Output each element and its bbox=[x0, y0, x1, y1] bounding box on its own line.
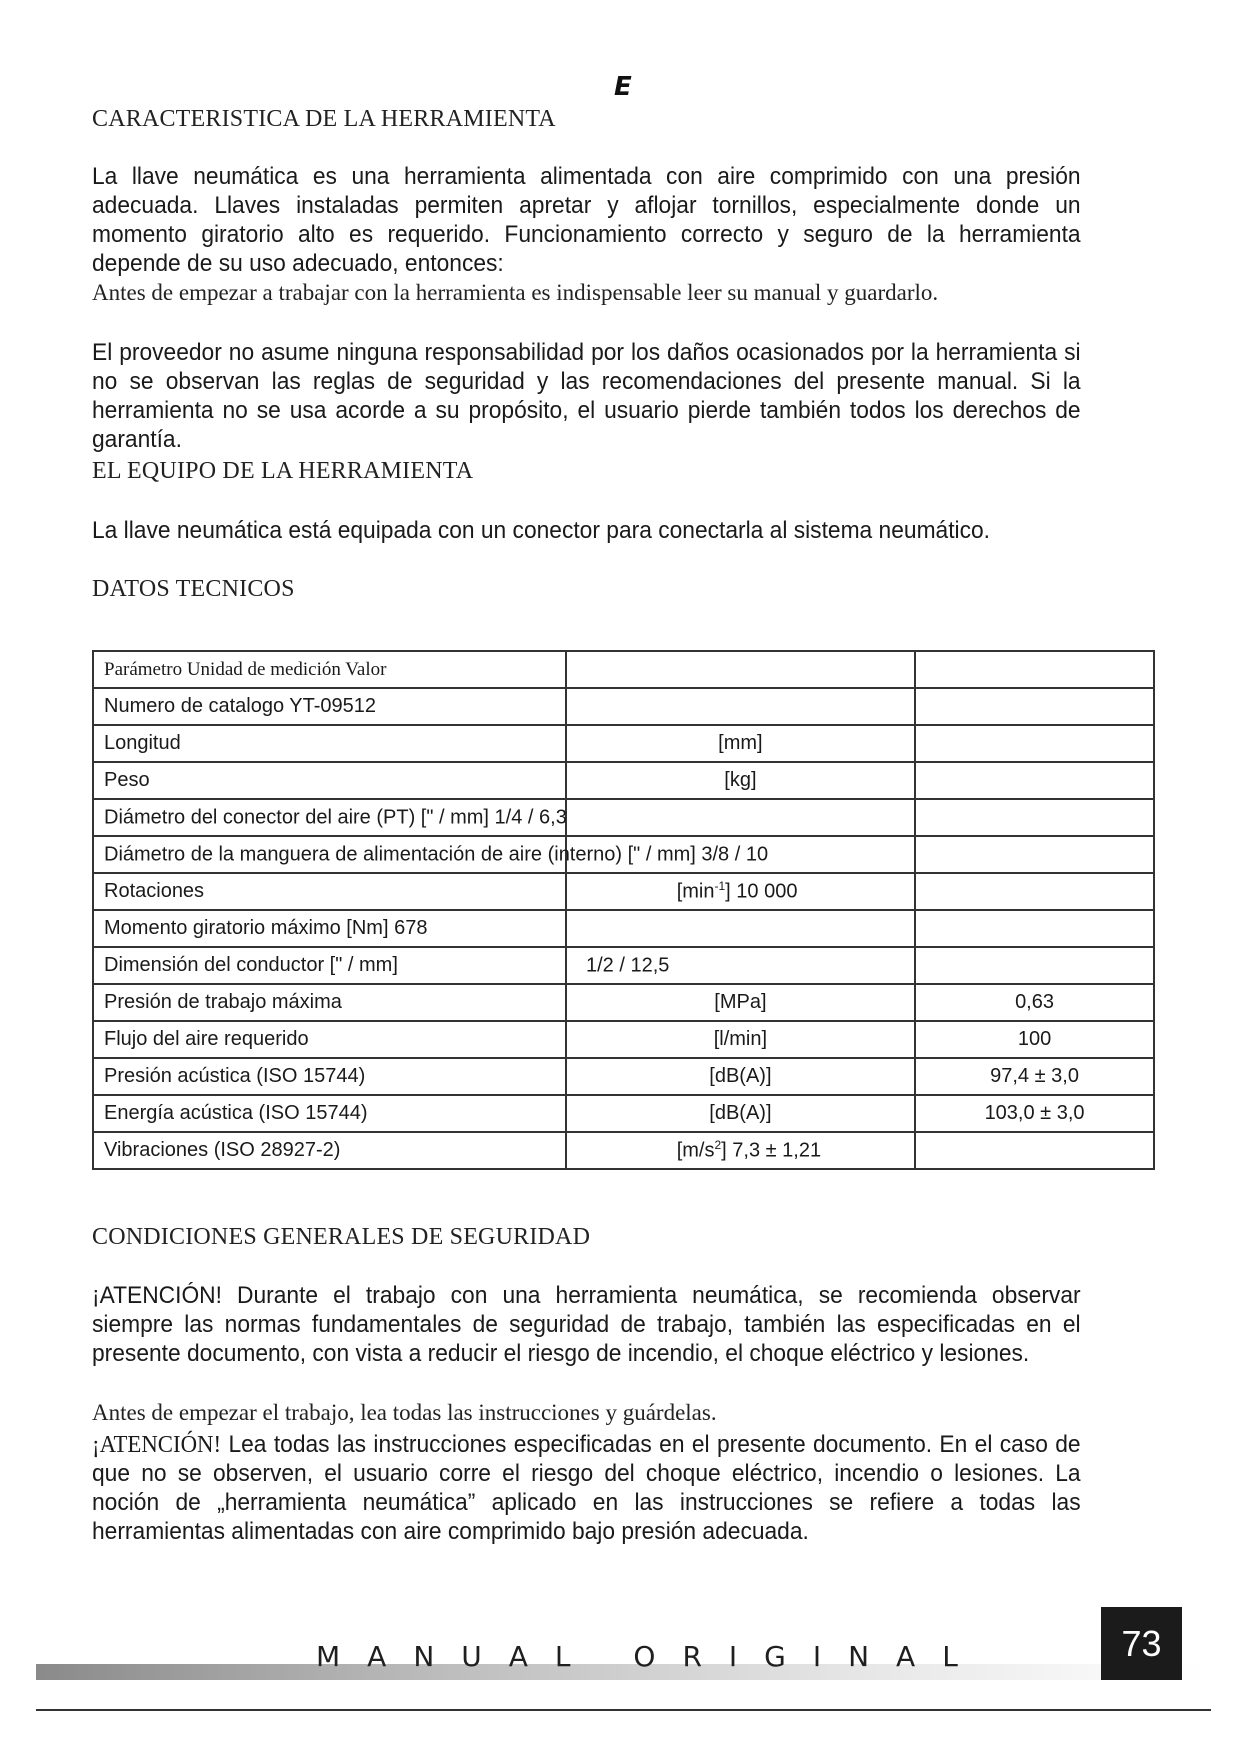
table-row bbox=[93, 947, 1154, 984]
param-cell: Diámetro de la manguera de alimentación de aire (interno) [" / mm] 3/8 / 10 bbox=[104, 843, 769, 865]
unit-cell: [kg] bbox=[566, 762, 915, 799]
table-row bbox=[93, 1058, 1154, 1095]
value-cell bbox=[915, 799, 1154, 836]
bottom-rule bbox=[36, 1709, 1211, 1711]
param-cell: Presión acústica (ISO 15744) bbox=[93, 1058, 566, 1095]
table-row bbox=[93, 762, 1154, 799]
value-cell bbox=[915, 725, 1154, 762]
table-row bbox=[93, 799, 1154, 836]
page-number: 73 bbox=[1101, 1607, 1182, 1680]
table-row bbox=[93, 1132, 1154, 1169]
value-cell: 100 bbox=[915, 1021, 1154, 1058]
technical-data-table bbox=[92, 650, 1155, 1170]
table-row bbox=[93, 873, 1154, 910]
attention-label: ¡ATENCIÓN! bbox=[92, 1431, 222, 1458]
unit-cell: $[\min^{-1}]$ 10 000 bbox=[566, 873, 915, 910]
footer-manual-original: MANUAL ORIGINAL bbox=[316, 1640, 985, 1673]
unit-cell: 1/2 / 12,5 bbox=[586, 954, 670, 976]
param-cell: Momento giratorio máximo [Nm] 678 bbox=[93, 910, 566, 947]
value-cell bbox=[915, 910, 1154, 947]
unit-cell: [dB(A)] bbox=[566, 1095, 915, 1132]
param-cell: Peso bbox=[93, 762, 566, 799]
warning-text: Lea todas las instrucciones especificadas en el presente documento. En el caso de que no se observen, el usuario corre el riesgo del choque eléctrico, incendio o lesiones. La noción de „herramienta neumática” aplicado en las instrucciones se refiere a todas las herramientas alimentadas con aire comprimido bajo presión adecuada. bbox=[92, 1431, 1081, 1545]
section-title-seguridad: CONDICIONES GENERALES DE SEGURIDAD bbox=[92, 1224, 591, 1250]
table-header-row bbox=[93, 651, 1154, 688]
section-title-equipo: EL EQUIPO DE LA HERRAMIENTA bbox=[92, 458, 474, 484]
value-cell bbox=[915, 947, 1154, 984]
table-row bbox=[93, 1021, 1154, 1058]
unit-cell: [MPa] bbox=[566, 984, 915, 1021]
table-row bbox=[93, 1095, 1154, 1132]
unit-cell: $[m/s^2] 7,3 \pm 1,21$ bbox=[566, 1132, 915, 1169]
paragraph-attention-safety: ¡ATENCIÓN! Durante el trabajo con una herramienta neumática, se recomienda observar siempre las normas fundamentales de seguridad de trabajo, también las especificadas en el presente documento, con vista a reducir el riesgo de incendio, el choque eléctrico y lesiones. bbox=[92, 1282, 1081, 1367]
section-title-datos-tecnicos: DATOS TECNICOS bbox=[92, 576, 295, 602]
value-cell bbox=[915, 762, 1154, 799]
table-row bbox=[93, 910, 1154, 947]
paragraph-read-manual: Antes de empezar a trabajar con la herramienta es indispensable leer su manual y guardarlo. bbox=[92, 280, 939, 305]
param-cell: Dimensión del conductor [" / mm] bbox=[104, 954, 398, 976]
unit-cell bbox=[566, 799, 915, 836]
param-cell: Energía acústica (ISO 15744) bbox=[93, 1095, 566, 1132]
paragraph-read-instructions: Antes de empezar el trabajo, lea todas las instrucciones y guárdelas. bbox=[92, 1400, 717, 1425]
table-row bbox=[93, 725, 1154, 762]
paragraph-attention-warning bbox=[92, 1430, 1081, 1546]
paragraph-responsibility: El proveedor no asume ninguna responsabilidad por los daños ocasionados por la herramienta si no se observan las reglas de seguridad y las recomendaciones del presente manual. Si la herramienta no se usa acorde a su propósito, el usuario pierde también todos los derechos de garantía. bbox=[92, 339, 1081, 453]
paragraph-equipment: La llave neumática está equipada con un conector para conectarla al sistema neumático. bbox=[92, 517, 991, 544]
param-cell: Rotaciones bbox=[93, 873, 566, 910]
value-cell: 103,0 ± 3,0 bbox=[915, 1095, 1154, 1132]
paragraph-description: La llave neumática es una herramienta alimentada con aire comprimido con una presión adecuada. Llaves instaladas permiten apretar y aflojar tornillos, especialmente donde un momento giratorio alto es requerido. Funcionamiento correcto y seguro de la herramienta depende de su uso adecuado, entonces: bbox=[92, 163, 1081, 277]
value-cell: 0,63 bbox=[915, 984, 1154, 1021]
param-cell: Diámetro del conector del aire (PT) [" / mm] 1/4 / 6,3 bbox=[104, 806, 567, 828]
table-row bbox=[93, 836, 1154, 873]
param-cell: Presión de trabajo máxima bbox=[93, 984, 566, 1021]
language-marker: E bbox=[614, 72, 632, 102]
value-cell: 97,4 ± 3,0 bbox=[915, 1058, 1154, 1095]
table-row bbox=[93, 984, 1154, 1021]
value-cell bbox=[915, 873, 1154, 910]
value-cell bbox=[915, 836, 1154, 873]
param-cell: Longitud bbox=[93, 725, 566, 762]
value-cell bbox=[915, 688, 1154, 725]
param-cell: Flujo del aire requerido bbox=[93, 1021, 566, 1058]
unit-cell: [l/min] bbox=[566, 1021, 915, 1058]
table-header-cell: Parámetro Unidad de medición Valor bbox=[93, 651, 566, 688]
section-title-caracteristica: CARACTERISTICA DE LA HERRAMIENTA bbox=[92, 106, 556, 132]
unit-cell: [dB(A)] bbox=[566, 1058, 915, 1095]
param-cell: Vibraciones (ISO 28927-2) bbox=[93, 1132, 566, 1169]
table-row bbox=[93, 688, 1154, 725]
unit-cell bbox=[566, 688, 915, 725]
unit-cell: [mm] bbox=[566, 725, 915, 762]
value-cell bbox=[915, 1132, 1154, 1169]
param-cell: Numero de catalogo YT-09512 bbox=[93, 688, 566, 725]
